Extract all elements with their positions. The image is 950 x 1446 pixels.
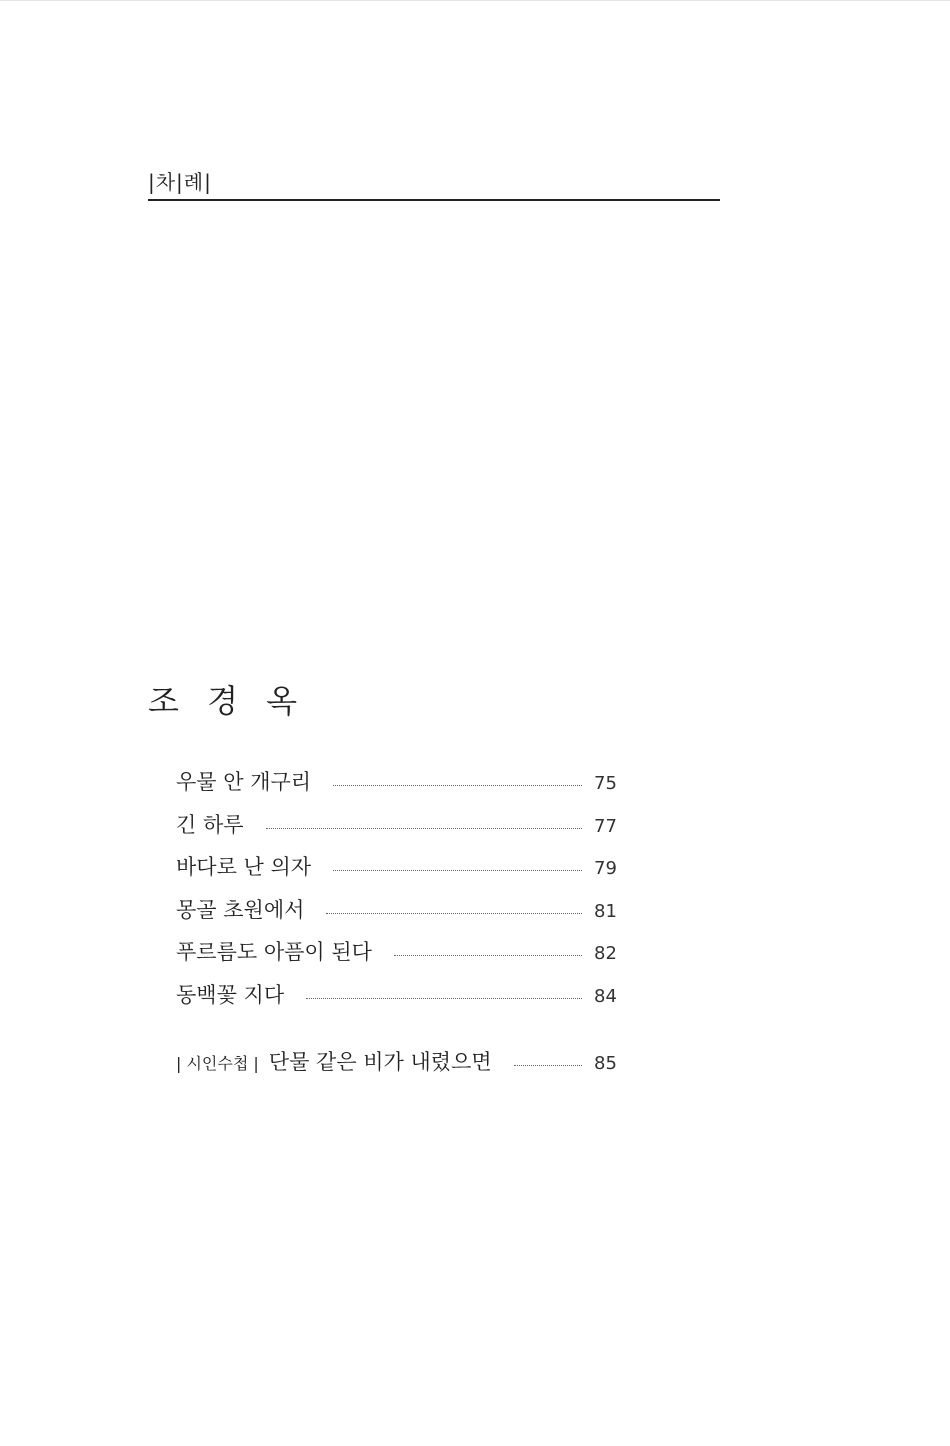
entry-title: 몽골 초원에서 xyxy=(176,897,305,922)
toc-entry[interactable] xyxy=(176,809,616,852)
entry-title: 동백꽃 지다 xyxy=(176,982,285,1007)
afterword-entry[interactable] xyxy=(176,1046,616,1076)
dot-leader xyxy=(514,1065,582,1066)
toc-list xyxy=(176,766,616,1022)
page-top-edge xyxy=(0,0,950,1)
toc-header: |차|례| xyxy=(148,170,212,194)
entry-page-number: 82 xyxy=(594,943,617,965)
afterword-page-number: 85 xyxy=(594,1053,617,1074)
afterword-title: 단물 같은 비가 내렸으면 xyxy=(268,1050,492,1074)
author-name: 조 경 옥 xyxy=(148,682,307,720)
toc-entry[interactable] xyxy=(176,936,616,979)
dot-leader xyxy=(306,998,582,999)
entry-title: 푸르름도 아픔이 된다 xyxy=(176,940,372,965)
afterword-label: | 시인수첩 | xyxy=(176,1054,259,1073)
header-rule xyxy=(148,199,720,201)
entry-page-number: 79 xyxy=(594,858,617,880)
dot-leader xyxy=(266,828,582,829)
dot-leader xyxy=(333,870,582,871)
entry-title: 바다로 난 의자 xyxy=(176,855,312,880)
entry-title: 긴 하루 xyxy=(176,812,244,837)
entry-page-number: 77 xyxy=(594,815,617,837)
toc-entry[interactable] xyxy=(176,851,616,894)
dot-leader xyxy=(333,785,582,786)
toc-entry[interactable] xyxy=(176,766,616,809)
dot-leader xyxy=(394,955,582,956)
toc-entry[interactable] xyxy=(176,894,616,937)
entry-page-number: 84 xyxy=(594,985,617,1007)
entry-page-number: 75 xyxy=(594,773,617,794)
entry-page-number: 81 xyxy=(594,900,617,922)
dot-leader xyxy=(326,913,582,914)
toc-entry[interactable] xyxy=(176,979,616,1022)
entry-title: 우물 안 개구리 xyxy=(176,770,312,794)
